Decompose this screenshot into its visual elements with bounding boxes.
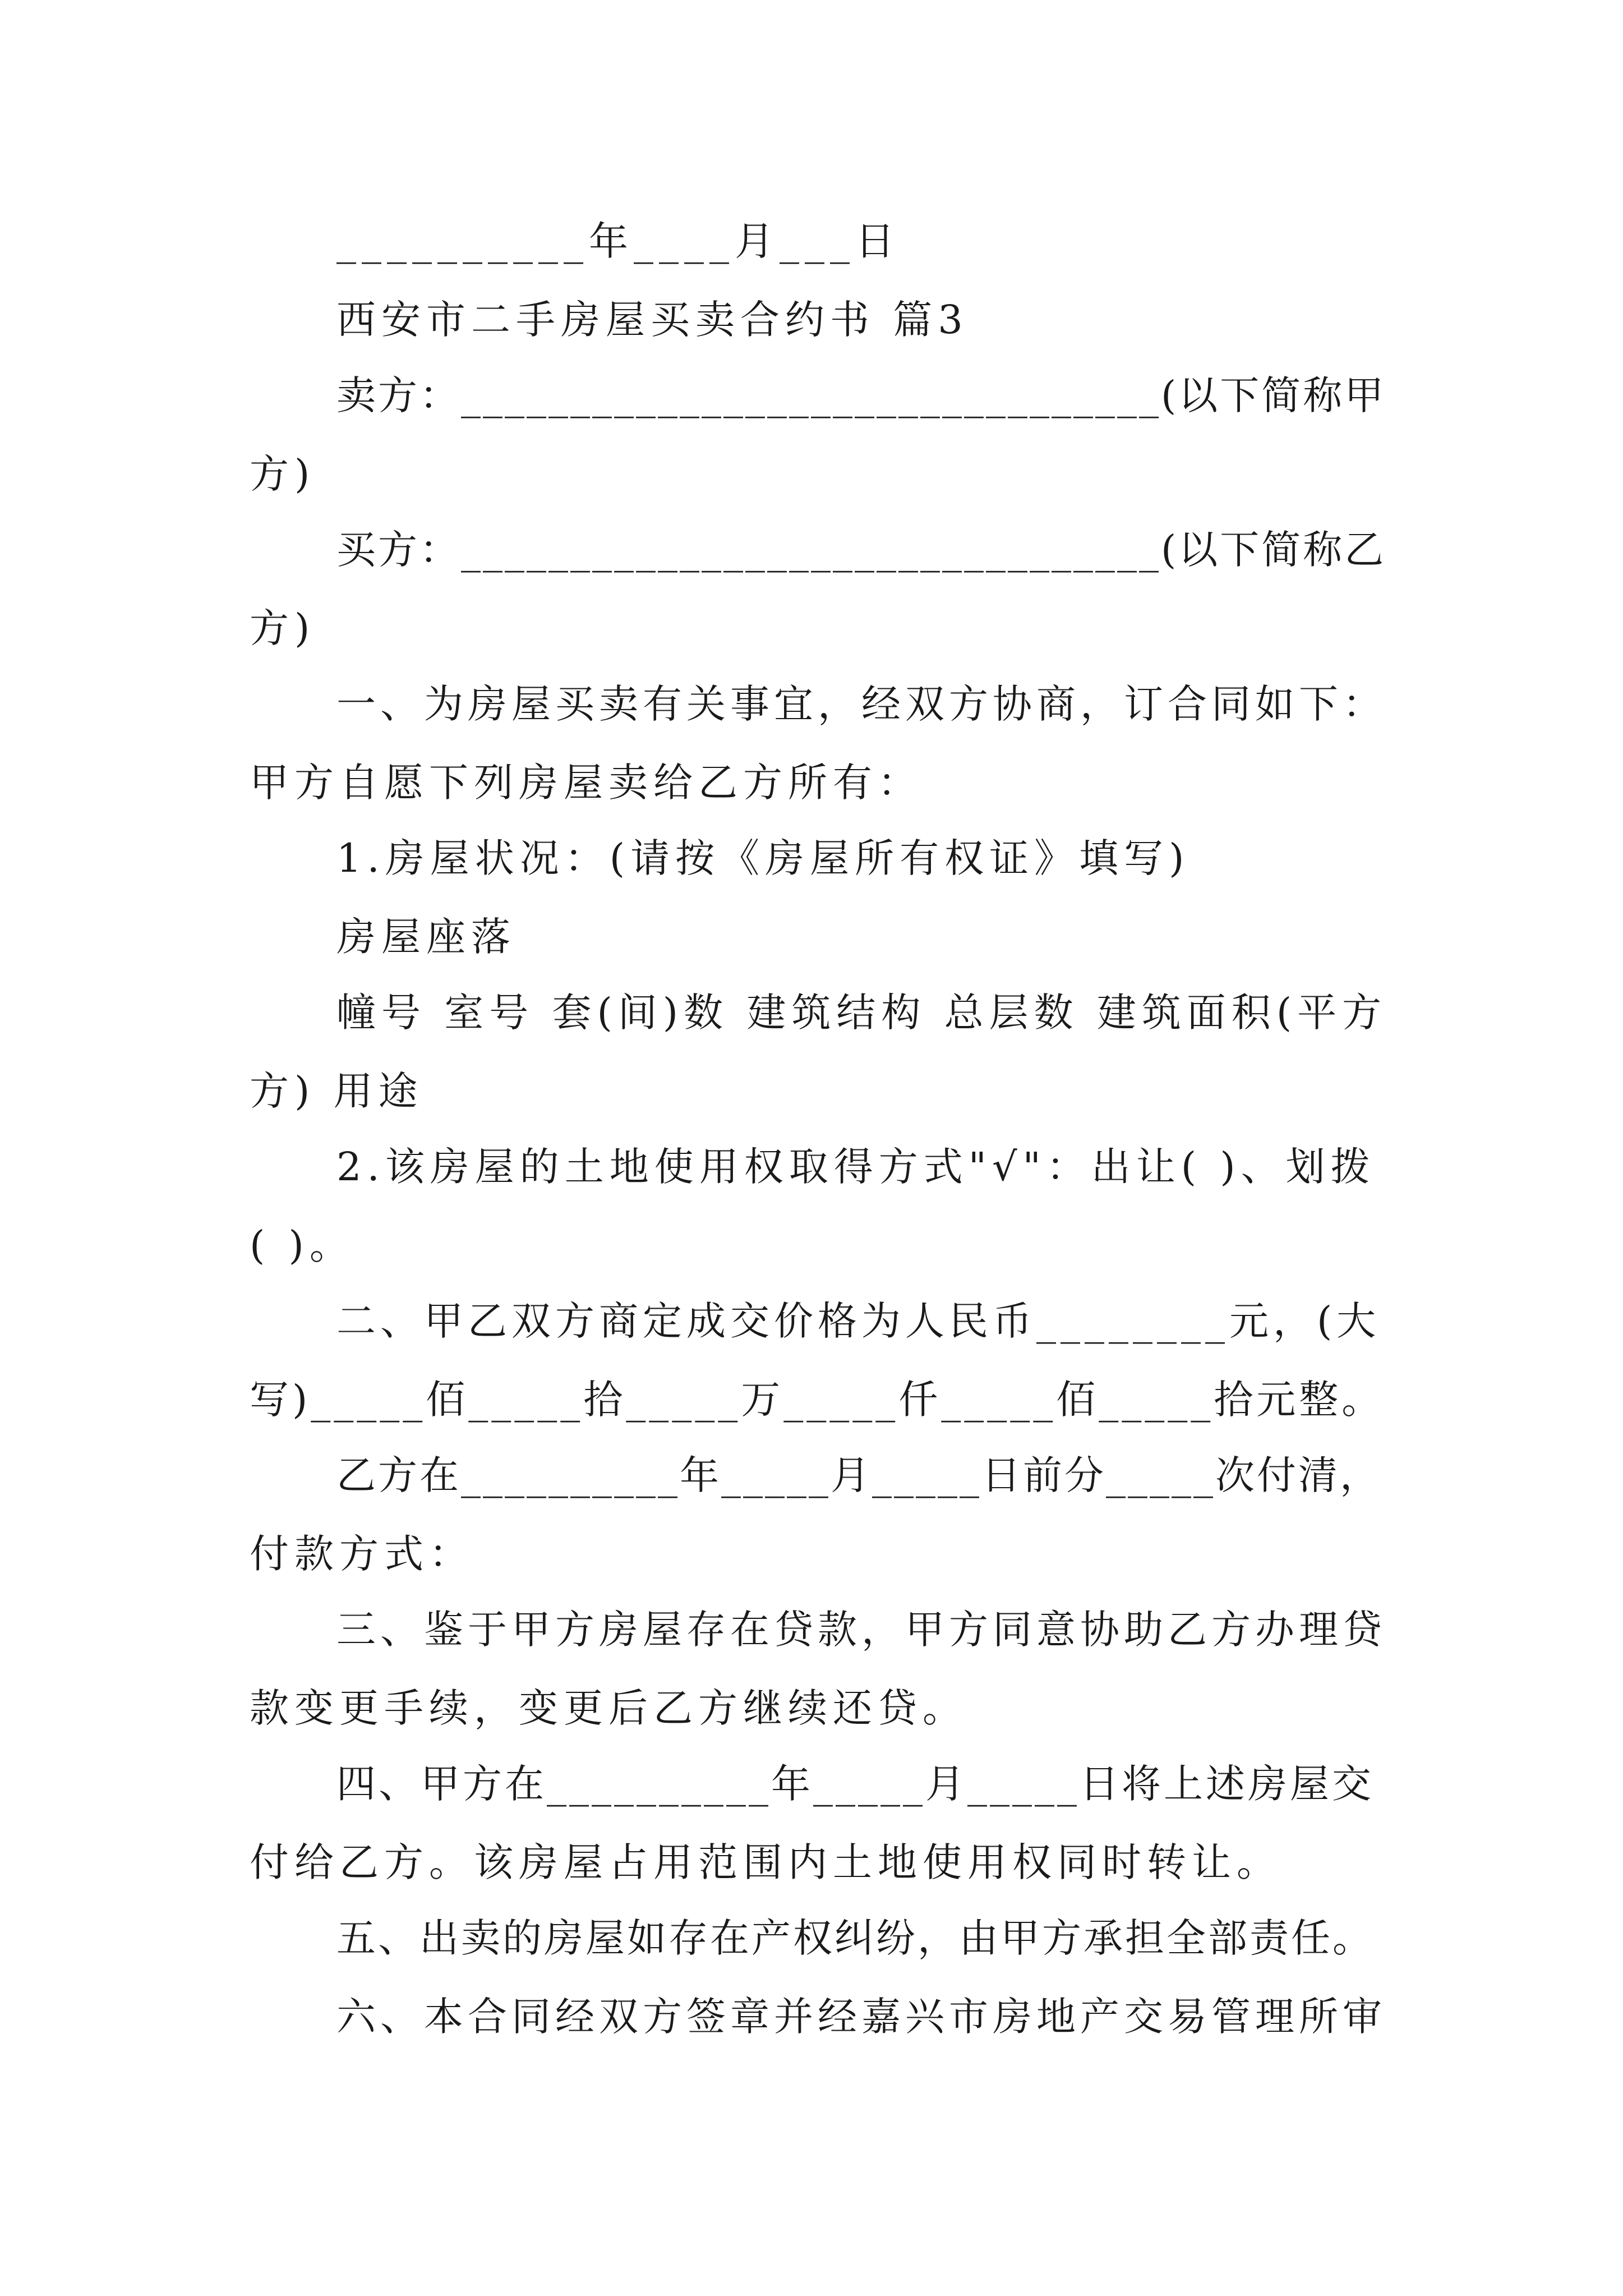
land-use-line: 2.该房屋的土地使用权取得方式"√"：出让( )、划拨 (336, 1144, 1376, 1190)
clause-6-line: 六、本合同经双方签章并经嘉兴市房地产交易管理所审 (336, 1994, 1386, 2040)
house-fields-line-cont: 方) 用途 (250, 1068, 423, 1114)
payment-schedule-line: 乙方在__________年_____月_____日前分_____次付清， (336, 1452, 1381, 1498)
payment-method-line: 付款方式： (250, 1531, 474, 1577)
date-line: __________年____月___日 (336, 218, 900, 264)
buyer-line: 买方：________________________________(以下简称乙 (336, 527, 1386, 573)
section-title: 西安市二手房屋买卖合约书 篇3 (336, 297, 969, 343)
clause-4-line: 四、甲方在__________年_____月_____日将上述房屋交 (336, 1761, 1374, 1807)
house-fields-line: 幢号 室号 套(间)数 建筑结构 总层数 建筑面积(平方 (336, 990, 1387, 1036)
seller-line: 卖方：________________________________(以下简称甲 (336, 372, 1386, 418)
clause-4-line-cont: 付给乙方。该房屋占用范围内土地使用权同时转让。 (250, 1839, 1281, 1885)
clause-5-line: 五、出卖的房屋如存在产权纠纷，由甲方承担全部责任。 (336, 1915, 1374, 1961)
clause-1-text: 甲方自愿下列房屋卖给乙方所有： (250, 760, 923, 806)
clause-2-amount-line: 写)_____佰_____拾_____万_____仟_____佰_____拾元整。 (250, 1377, 1385, 1423)
house-status-line: 1.房屋状况：(请按《房屋所有权证》填写) (336, 835, 1190, 881)
clause-1-heading: 一、为房屋买卖有关事宜，经双方协商，订合同如下： (336, 681, 1386, 727)
clause-3-line-cont: 款变更手续，变更后乙方继续还贷。 (250, 1685, 967, 1731)
clause-3-line: 三、鉴于甲方房屋存在贷款，甲方同意协助乙方办理贷 (336, 1607, 1386, 1653)
clause-2-line: 二、甲乙双方商定成交价格为人民币________元，(大 (336, 1298, 1381, 1344)
seller-line-cont: 方) (250, 451, 316, 497)
house-location-line: 房屋座落 (336, 914, 516, 960)
buyer-line-cont: 方) (250, 605, 316, 651)
land-use-line-cont: ( )。 (250, 1222, 354, 1268)
